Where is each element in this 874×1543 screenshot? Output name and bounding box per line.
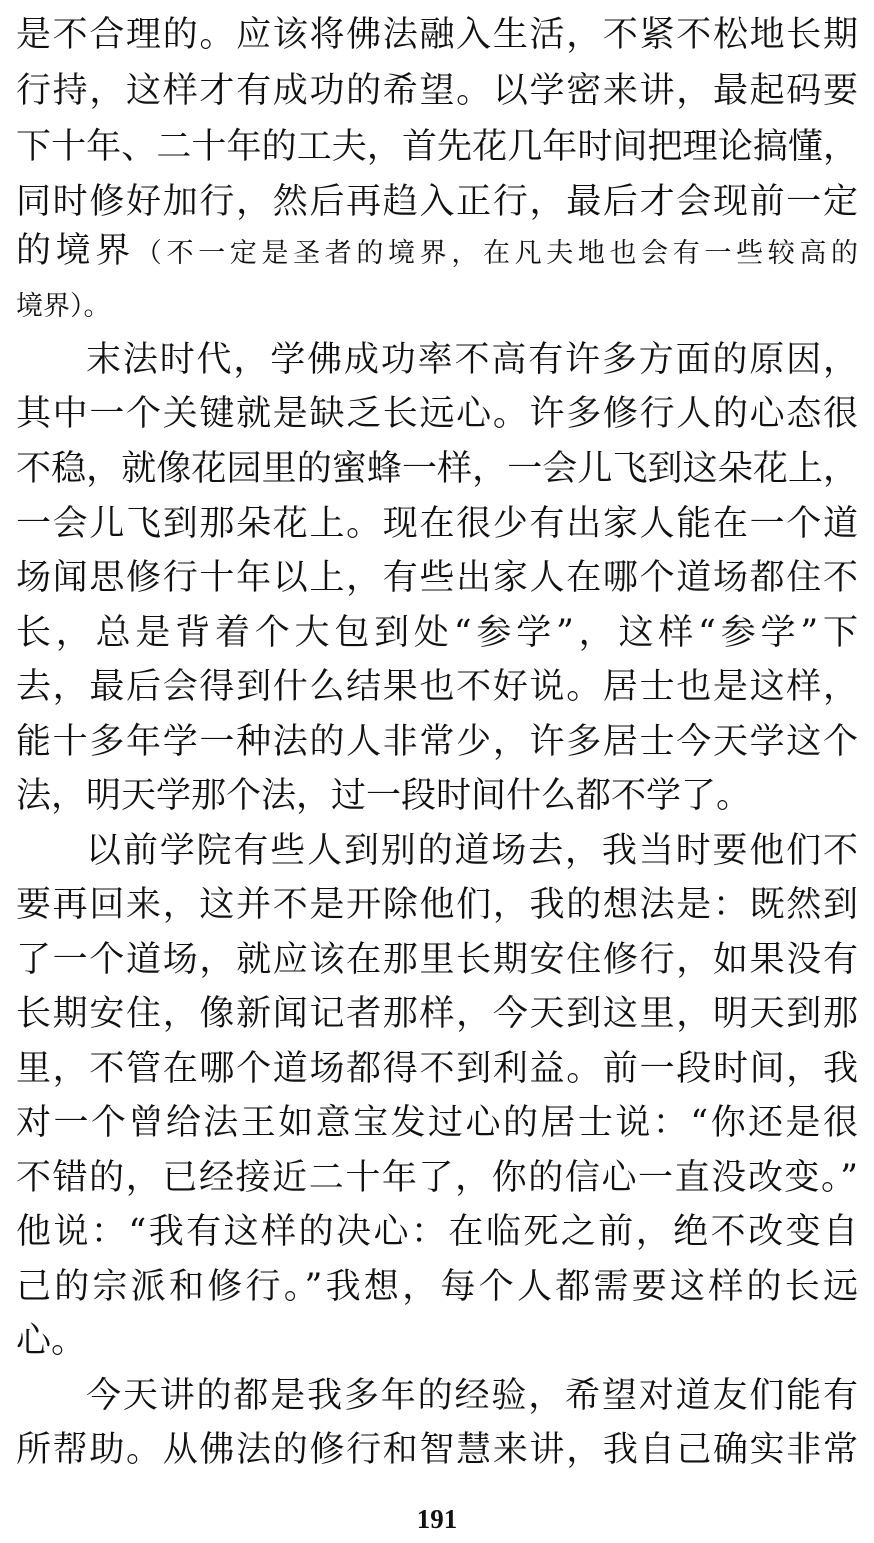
paragraph-4-line-1: 今天讲的都是我多年的经验，希望对道友们能有 <box>86 1376 858 1416</box>
paragraph-2-line-7: 去，最后会得到什么结果也不好说。居士也是这样， <box>16 667 858 707</box>
paragraph-3-line-3: 了一个道场，就应该在那里长期安住修行，如果没有 <box>16 940 858 980</box>
paragraph-3-line-8: 他说：“我有这样的决心：在临死之前，绝不改变自 <box>16 1212 858 1252</box>
text-line-3: 下十年、二十年的工夫，首先花几年时间把理论搞懂， <box>16 127 858 167</box>
paragraph-2-line-4: 一会儿飞到那朵花上。现在很少有出家人能在一个道 <box>16 504 858 544</box>
paragraph-2-line-1: 末法时代，学佛成功率不高有许多方面的原因， <box>86 340 858 380</box>
paragraph-3-line-10: 心。 <box>16 1321 87 1361</box>
text-line-1: 是不合理的。应该将佛法融入生活，不紧不松地长期 <box>16 15 858 55</box>
paragraph-2-line-9: 法，明天学那个法，过一段时间什么都不学了。 <box>16 776 752 816</box>
paragraph-4-line-2: 所帮助。从佛法的修行和智慧来讲，我自己确实非常 <box>16 1430 858 1470</box>
text-line-5-main: 的境界 <box>16 231 135 271</box>
text-line-2: 行持，这样才有成功的希望。以学密来讲，最起码要 <box>16 71 858 111</box>
paragraph-3-line-1: 以前学院有些人到别的道场去，我当时要他们不 <box>86 831 858 871</box>
page-number: 191 <box>416 1504 458 1534</box>
paragraph-2-line-2: 其中一个关键就是缺乏长远心。许多修行人的心态很 <box>16 394 858 434</box>
text-line-5-note: （不一定是圣者的境界，在凡夫地也会有一些较高的 <box>134 238 858 269</box>
paragraph-3-line-2: 要再回来，这并不是开除他们，我的想法是：既然到 <box>16 885 858 925</box>
paragraph-2-line-8: 能十多年学一种法的人非常少，许多居士今天学这个 <box>16 722 858 762</box>
paragraph-2-line-6: 长，总是背着个大包到处“参学”，这样“参学”下 <box>16 613 858 653</box>
paragraph-2-line-3: 不稳，就像花园里的蜜蜂一样，一会儿飞到这朵花上， <box>16 449 858 489</box>
paragraph-3-line-5: 里，不管在哪个道场都得不到利益。前一段时间，我 <box>16 1049 858 1089</box>
paragraph-3-line-4: 长期安住，像新闻记者那样，今天到这里，明天到那 <box>16 994 858 1034</box>
text-line-4: 同时修好加行，然后再趋入正行，最后才会现前一定 <box>16 182 858 222</box>
paragraph-3-line-9: 己的宗派和修行。”我想，每个人都需要这样的长远 <box>16 1267 858 1307</box>
text-line-5 <box>16 226 858 276</box>
paragraph-3-line-6: 对一个曾给法王如意宝发过心的居士说：“你还是很 <box>16 1103 858 1143</box>
text-line-6: 境界）。 <box>16 291 111 322</box>
paragraph-2-line-5: 场闻思修行十年以上，有些出家人在哪个道场都住不 <box>16 558 858 598</box>
paragraph-3-line-7: 不错的，已经接近二十年了，你的信心一直没改变。” <box>16 1158 858 1198</box>
